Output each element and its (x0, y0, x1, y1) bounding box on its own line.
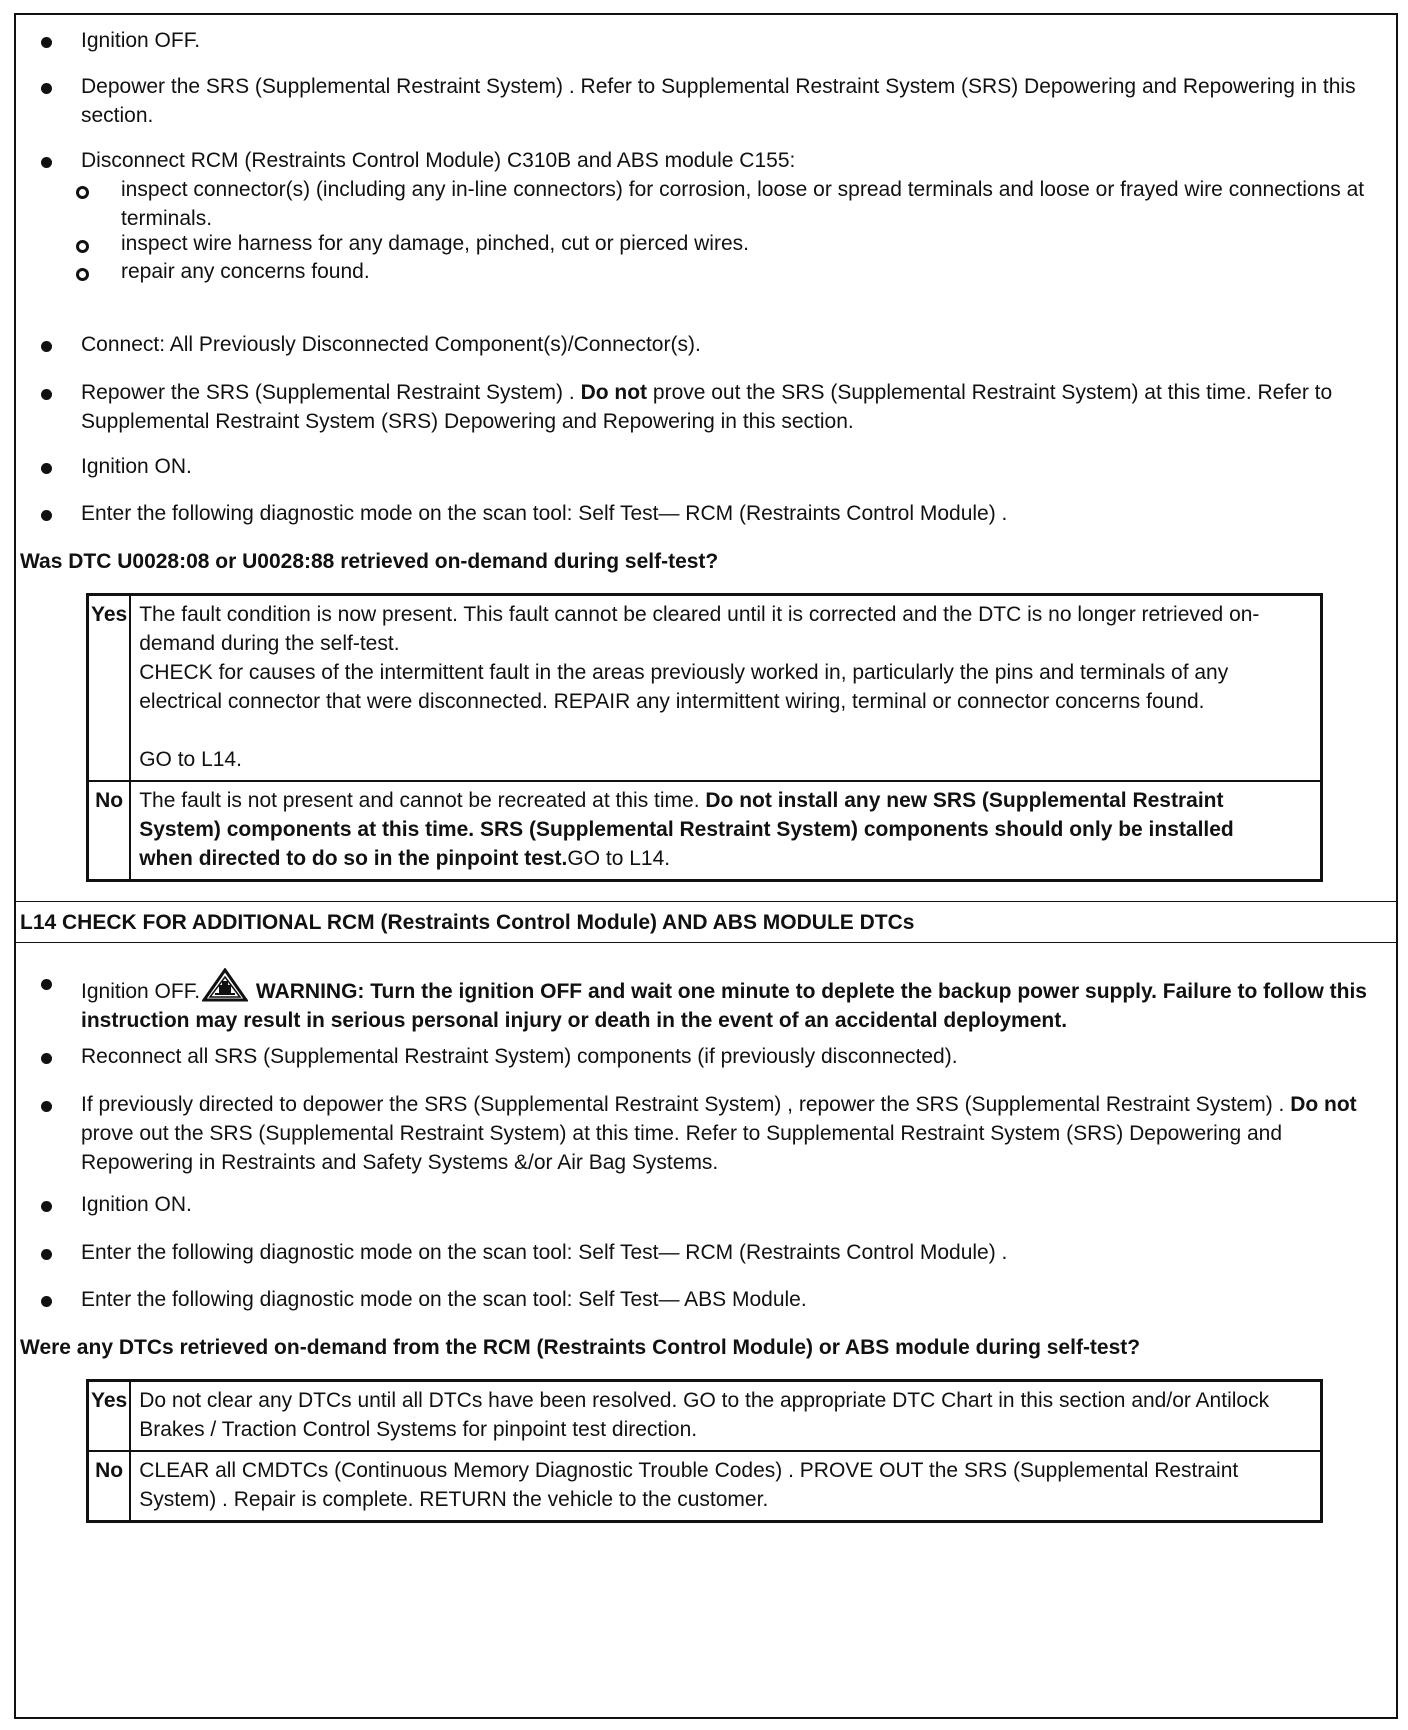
step-text: Depower the SRS (Supplemental Restraint System) . Refer to Supplemental Restraint System (SRS) Depowering and Repowering in this section. (81, 75, 1356, 127)
step-l14-ignition-off (41, 968, 1390, 1035)
step-text: Ignition OFF. (81, 29, 201, 52)
procedure-frame (14, 13, 1398, 1719)
bullet-icon (41, 463, 52, 474)
bullet-icon (41, 1053, 52, 1064)
circle-bullet-icon (76, 240, 89, 253)
step-disconnect (41, 146, 1390, 175)
circle-bullet-icon (76, 186, 89, 199)
step-text: Enter the following diagnostic mode on the scan tool: Self Test— RCM (Restraints Control Module) . (81, 502, 1008, 525)
step-connect (41, 330, 1390, 359)
substep-inspect-connectors (76, 175, 1390, 233)
no-row (88, 781, 1322, 881)
bullet-icon (41, 157, 52, 168)
result-table-1 (86, 593, 1323, 882)
no-text: CLEAR all CMDTCs (Continuous Memory Diagnostic Trouble Codes) . PROVE OUT the SRS (Supplemental Restraint System) . Repair is complete. RETURN the vehicle to the customer. (130, 1451, 1321, 1522)
substep-text: repair any concerns found. (121, 260, 370, 283)
yes-row (88, 1381, 1322, 1452)
step-self-test-rcm (41, 499, 1390, 528)
no-row (88, 1451, 1322, 1522)
bullet-icon (41, 1101, 52, 1112)
circle-bullet-icon (76, 268, 89, 281)
step-text: Reconnect all SRS (Supplemental Restraint System) components (if previously disconnected). (81, 1045, 958, 1068)
bullet-icon (41, 510, 52, 521)
no-label: No (88, 1451, 131, 1522)
step-depower (41, 72, 1390, 130)
yes-label: Yes (88, 595, 131, 782)
substep-text: inspect connector(s) (including any in-line connectors) for corrosion, loose or spread terminals and loose or frayed wire connections at terminals. (121, 178, 1365, 230)
step-l14-self-test-rcm (41, 1238, 1390, 1267)
step-text: Enter the following diagnostic mode on the scan tool: Self Test— ABS Module. (81, 1288, 807, 1311)
substep-text: inspect wire harness for any damage, pinched, cut or pierced wires. (121, 232, 749, 255)
step-text: Ignition ON. (81, 455, 192, 478)
yes-text: The fault condition is now present. This fault cannot be cleared until it is corrected and the DTC is no longer retrieved on-demand during the self-test. CHECK for causes of the intermittent fault in the areas previously worked in, particularly the pins and terminals of any electrical connector that were disconnected. REPAIR any intermittent wiring, terminal or connector concerns found. GO to L14. (130, 595, 1321, 782)
divider (16, 901, 1396, 902)
substep-inspect-harness (76, 229, 1390, 258)
step-ignition-off (41, 26, 1390, 55)
substep-repair (76, 257, 1390, 286)
no-label: No (88, 781, 131, 881)
step-repower (41, 378, 1390, 436)
step-text: Disconnect RCM (Restraints Control Module) C310B and ABS module C155: (81, 149, 796, 172)
question-any-dtcs: Were any DTCs retrieved on-demand from the RCM (Restraints Control Module) or ABS module during self-test? (20, 1336, 1141, 1359)
bullet-icon (41, 1296, 52, 1307)
bullet-icon (41, 341, 52, 352)
no-text: The fault is not present and cannot be recreated at this time. Do not install any new SRS (Supplemental Restraint System) components at this time. SRS (Supplemental Restraint System) components should only be installed when directed to do so in the pinpoint test.GO to L14. (130, 781, 1321, 881)
bullet-icon (41, 1201, 52, 1212)
warning-triangle-icon (202, 968, 248, 1002)
step-l14-self-test-abs (41, 1285, 1390, 1314)
step-text: Ignition ON. (81, 1193, 192, 1216)
step-text: If previously directed to depower the SRS (Supplemental Restraint System) , repower the SRS (Supplemental Restraint System) . Do not prove out the SRS (Supplemental Restraint System) at this time. Refer to Supplemental Restraint System (SRS) Depowering and Repowering in Restraints and Safety Systems &/or Air Bag Systems. (81, 1093, 1357, 1174)
section-title-l14: L14 CHECK FOR ADDITIONAL RCM (Restraints Control Module) AND ABS MODULE DTCs (20, 911, 915, 934)
step-text: Enter the following diagnostic mode on the scan tool: Self Test— RCM (Restraints Control Module) . (81, 1241, 1008, 1264)
bullet-icon (41, 1249, 52, 1260)
bullet-icon (41, 83, 52, 94)
step-reconnect (41, 1042, 1390, 1071)
bullet-icon (41, 979, 52, 990)
question-dtc-u0028: Was DTC U0028:08 or U0028:88 retrieved on-demand during self-test? (20, 550, 719, 573)
bullet-icon (41, 389, 52, 400)
divider (16, 942, 1396, 943)
yes-row (88, 595, 1322, 782)
step-l14-ignition-on (41, 1190, 1390, 1219)
step-l14-repower (41, 1090, 1390, 1177)
step-text: Connect: All Previously Disconnected Component(s)/Connector(s). (81, 333, 701, 356)
yes-text: Do not clear any DTCs until all DTCs have been resolved. GO to the appropriate DTC Chart in this section and/or Antilock Brakes / Traction Control Systems for pinpoint test direction. (130, 1381, 1321, 1452)
step-text: Repower the SRS (Supplemental Restraint System) . Do not prove out the SRS (Supplemental Restraint System) at this time. Refer to Supplemental Restraint System (SRS) Depowering and Repowering in this section. (81, 381, 1333, 433)
step-ignition-on (41, 452, 1390, 481)
result-table-2 (86, 1379, 1323, 1523)
yes-label: Yes (88, 1381, 131, 1452)
step-text: Ignition OFF. WARNING: Turn the ignition OFF and wait one minute to deplete the backup power supply. Failure to follow this instruction may result in serious personal injury or death in the event of an accidental deployment. (81, 968, 1390, 1035)
bullet-icon (41, 37, 52, 48)
